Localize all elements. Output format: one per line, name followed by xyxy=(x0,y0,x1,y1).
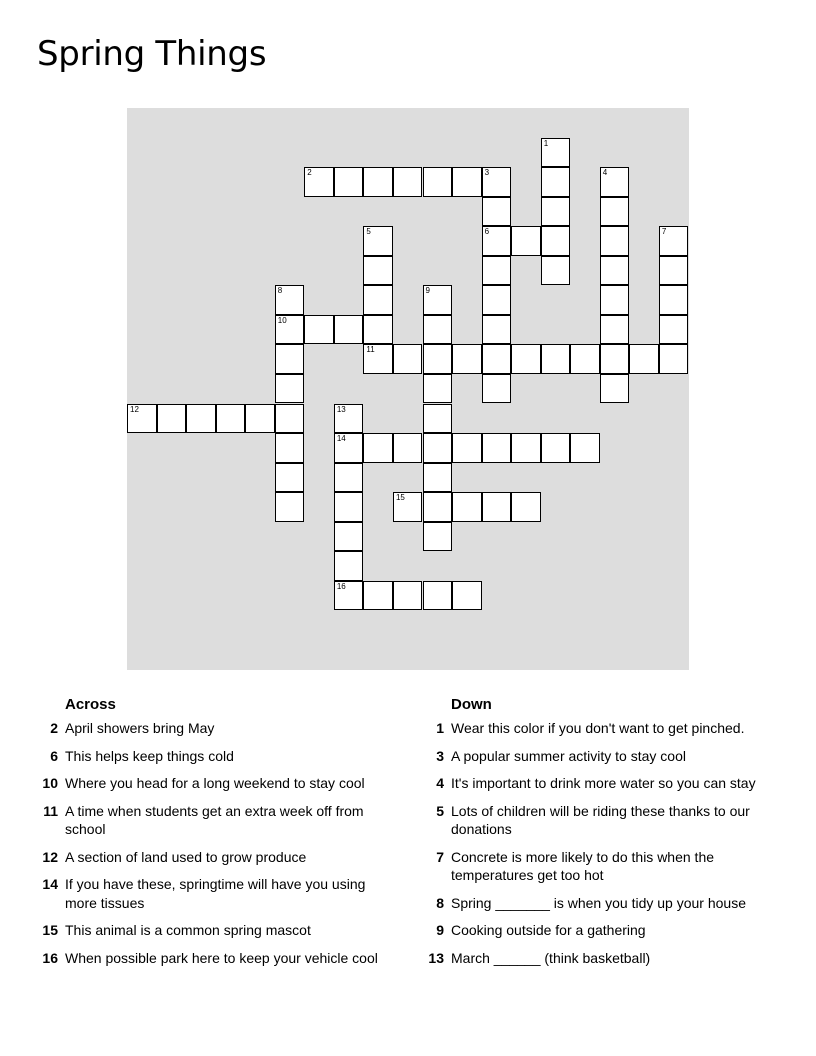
grid-cell[interactable] xyxy=(511,492,541,522)
clue-number: 2 xyxy=(50,720,58,736)
grid-cell[interactable] xyxy=(186,404,216,434)
cell-number: 8 xyxy=(277,286,283,296)
grid-cell[interactable] xyxy=(423,433,453,463)
cell-number: 3 xyxy=(484,168,490,178)
grid-cell[interactable] xyxy=(245,404,275,434)
across-clue xyxy=(38,747,398,766)
grid-cell[interactable] xyxy=(541,226,571,256)
clue-text: April showers bring May xyxy=(65,720,215,736)
grid-cell[interactable] xyxy=(659,256,689,286)
grid-cell[interactable] xyxy=(482,285,512,315)
grid-cell[interactable] xyxy=(363,344,393,374)
grid-cell[interactable] xyxy=(127,404,157,434)
clue-text: Where you head for a long weekend to stay cool xyxy=(65,775,365,791)
grid-cell[interactable] xyxy=(659,226,689,256)
grid-cell[interactable] xyxy=(600,344,630,374)
grid-cell[interactable] xyxy=(423,167,453,197)
grid-cell[interactable] xyxy=(393,344,423,374)
grid-cell[interactable] xyxy=(482,167,512,197)
clue-number: 4 xyxy=(436,775,444,791)
grid-cell[interactable] xyxy=(393,492,423,522)
grid-cell[interactable] xyxy=(393,167,423,197)
grid-cell[interactable] xyxy=(659,315,689,345)
grid-cell[interactable] xyxy=(275,433,305,463)
grid-cell[interactable] xyxy=(423,285,453,315)
clue-text: A popular summer activity to stay cool xyxy=(451,747,686,764)
grid-cell[interactable] xyxy=(275,374,305,404)
clue-number: 12 xyxy=(42,848,58,865)
grid-cell[interactable] xyxy=(304,167,334,197)
grid-cell[interactable] xyxy=(423,522,453,552)
clue-text: Spring _______ is when you tidy up your house xyxy=(451,894,746,911)
across-clue xyxy=(38,774,398,793)
grid-cell[interactable] xyxy=(600,256,630,286)
grid-cell[interactable] xyxy=(600,197,630,227)
down-clue xyxy=(424,802,784,839)
cell-number: 10 xyxy=(277,315,287,325)
clue-text: Lots of children will be riding these thanks to our donations xyxy=(451,802,750,837)
grid-cell[interactable] xyxy=(659,344,689,374)
grid-cell[interactable] xyxy=(423,315,453,345)
grid-cell[interactable] xyxy=(334,522,364,552)
page-title: Spring Things xyxy=(37,34,267,74)
cell-number: 7 xyxy=(661,227,667,237)
grid-cell[interactable] xyxy=(423,581,453,611)
cell-number: 16 xyxy=(336,581,346,591)
clue-number: 13 xyxy=(428,949,444,966)
grid-cell[interactable] xyxy=(423,463,453,493)
cell-number: 11 xyxy=(366,345,375,355)
cell-number: 14 xyxy=(336,434,346,444)
clue-number: 3 xyxy=(436,747,444,764)
grid-cell[interactable] xyxy=(334,463,364,493)
clue-number: 14 xyxy=(42,876,58,892)
down-clue xyxy=(424,921,784,940)
down-clue xyxy=(424,894,784,913)
cell-number: 13 xyxy=(336,404,346,414)
grid-cell[interactable] xyxy=(275,463,305,493)
grid-cell[interactable] xyxy=(452,344,482,374)
grid-cell[interactable] xyxy=(275,344,305,374)
grid-cell[interactable] xyxy=(452,433,482,463)
grid-cell[interactable] xyxy=(363,285,393,315)
grid-cell[interactable] xyxy=(423,404,453,434)
clue-number: 7 xyxy=(436,848,444,865)
grid-cell[interactable] xyxy=(541,167,571,197)
crossword-grid xyxy=(127,108,689,670)
across-clue xyxy=(38,802,398,839)
cell-number: 4 xyxy=(602,168,608,178)
grid-cell[interactable] xyxy=(600,226,630,256)
clue-text: A time when students get an extra week off from school xyxy=(65,802,364,837)
grid-cell[interactable] xyxy=(304,315,334,345)
grid-cell[interactable] xyxy=(629,344,659,374)
grid-cell[interactable] xyxy=(275,492,305,522)
grid-cell[interactable] xyxy=(541,197,571,227)
across-clue xyxy=(38,719,398,738)
grid-cell[interactable] xyxy=(482,226,512,256)
clue-text: Concrete is more likely to do this when the temperatures get too hot xyxy=(451,848,715,883)
cell-number: 6 xyxy=(484,227,490,237)
grid-cell[interactable] xyxy=(511,226,541,256)
grid-cell[interactable] xyxy=(570,433,600,463)
grid-cell[interactable] xyxy=(482,315,512,345)
clue-text: March ______ (think basketball) xyxy=(451,949,651,966)
grid-cell[interactable] xyxy=(363,581,393,611)
across-clue xyxy=(38,848,398,867)
grid-cell[interactable] xyxy=(157,404,187,434)
grid-cell[interactable] xyxy=(482,197,512,227)
clue-text: When possible park here to keep your vehicle cool xyxy=(65,949,378,966)
clue-text: Cooking outside for a gathering xyxy=(451,922,646,938)
clue-number: 15 xyxy=(42,922,58,938)
grid-cell[interactable] xyxy=(452,492,482,522)
grid-cell[interactable] xyxy=(275,315,305,345)
down-clues xyxy=(424,693,784,967)
clue-number: 9 xyxy=(436,922,444,938)
cell-number: 9 xyxy=(425,286,430,296)
grid-cell[interactable] xyxy=(541,433,571,463)
grid-cell[interactable] xyxy=(393,581,423,611)
grid-cell[interactable] xyxy=(363,256,393,286)
down-clue xyxy=(424,774,784,793)
grid-cell[interactable] xyxy=(482,344,512,374)
clue-text: This helps keep things cold xyxy=(65,747,234,764)
down-clue xyxy=(424,848,784,885)
grid-cell[interactable] xyxy=(334,492,364,522)
clue-number: 1 xyxy=(436,720,444,736)
cell-number: 2 xyxy=(307,168,312,178)
clue-number: 11 xyxy=(43,802,58,819)
clue-number: 10 xyxy=(42,775,58,791)
grid-cell[interactable] xyxy=(216,404,246,434)
grid-cell[interactable] xyxy=(363,433,393,463)
clue-text: If you have these, springtime will have you using more tissues xyxy=(65,876,366,911)
grid-cell[interactable] xyxy=(452,167,482,197)
grid-cell[interactable] xyxy=(541,138,571,168)
grid-cell[interactable] xyxy=(423,344,453,374)
down-clue xyxy=(424,719,784,738)
cell-number: 12 xyxy=(130,404,139,414)
across-clue xyxy=(38,921,398,940)
across-heading: Across xyxy=(65,696,116,713)
clue-text: This animal is a common spring mascot xyxy=(65,922,311,938)
grid-cell[interactable] xyxy=(334,551,364,581)
grid-cell[interactable] xyxy=(570,344,600,374)
cell-number: 15 xyxy=(395,493,405,503)
clue-number: 8 xyxy=(436,894,444,911)
grid-cell[interactable] xyxy=(482,433,512,463)
grid-cell[interactable] xyxy=(334,581,364,611)
grid-cell[interactable] xyxy=(600,167,630,197)
down-clue xyxy=(424,949,784,968)
clue-number: 16 xyxy=(42,949,58,966)
grid-cell[interactable] xyxy=(482,492,512,522)
cell-number: 1 xyxy=(543,138,549,148)
clue-text: It's important to drink more water so you can stay xyxy=(451,775,756,791)
grid-cell[interactable] xyxy=(363,315,393,345)
across-clue xyxy=(38,949,398,968)
grid-cell[interactable] xyxy=(452,581,482,611)
grid-cell[interactable] xyxy=(423,492,453,522)
clue-text: Wear this color if you don't want to get pinched. xyxy=(451,720,745,736)
grid-cell[interactable] xyxy=(511,344,541,374)
across-clue xyxy=(38,875,398,912)
grid-cell[interactable] xyxy=(600,315,630,345)
grid-cell[interactable] xyxy=(334,404,364,434)
clue-number: 6 xyxy=(50,747,58,764)
down-heading: Down xyxy=(451,696,492,713)
grid-cell[interactable] xyxy=(600,374,630,404)
grid-cell[interactable] xyxy=(482,374,512,404)
grid-cell[interactable] xyxy=(600,285,630,315)
grid-cell[interactable] xyxy=(334,433,364,463)
grid-cell[interactable] xyxy=(363,167,393,197)
down-clue xyxy=(424,747,784,766)
grid-cell[interactable] xyxy=(659,285,689,315)
grid-cell[interactable] xyxy=(511,433,541,463)
grid-cell[interactable] xyxy=(363,226,393,256)
grid-cell[interactable] xyxy=(541,344,571,374)
grid-cell[interactable] xyxy=(275,285,305,315)
grid-cell[interactable] xyxy=(541,256,571,286)
grid-cell[interactable] xyxy=(482,256,512,286)
grid-cell[interactable] xyxy=(334,315,364,345)
clue-number: 5 xyxy=(436,802,444,819)
clue-text: A section of land used to grow produce xyxy=(65,848,307,865)
grid-cell[interactable] xyxy=(423,374,453,404)
grid-cell[interactable] xyxy=(393,433,423,463)
grid-cell[interactable] xyxy=(334,167,364,197)
across-clues xyxy=(38,693,398,967)
grid-cell[interactable] xyxy=(275,404,305,434)
cell-number: 5 xyxy=(366,227,371,237)
